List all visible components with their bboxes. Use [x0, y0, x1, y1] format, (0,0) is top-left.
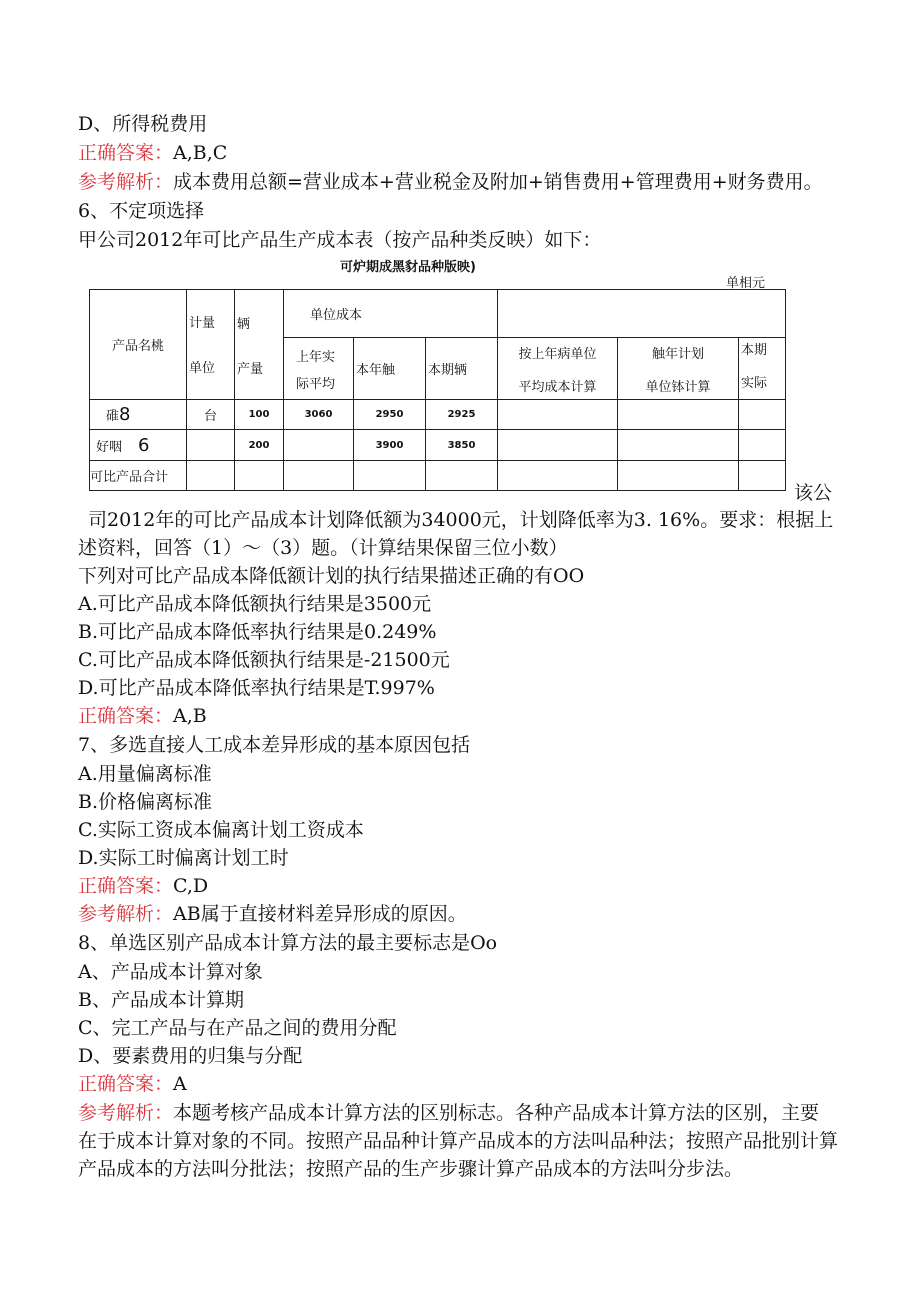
- product-name: 好咽: [96, 439, 123, 455]
- analysis-text: 成本费用总额=营业成本+营业税金及附加+销售费用+管理费用+财务费用。: [173, 171, 823, 193]
- analysis-label: 参考解析：: [78, 903, 174, 925]
- analysis-text: AB属于直接材料差异形成的原因。: [173, 903, 467, 925]
- option-b: B.价格偏离标准: [78, 791, 213, 813]
- header-product-name: 产品名桃: [90, 290, 187, 400]
- header-qty: [235, 290, 284, 400]
- header-prev-avg-1: 上年实: [296, 349, 336, 365]
- question-6-intro: 甲公司2012年可比产品生产成本表（按产品种类反映）如下：: [78, 229, 602, 251]
- empty-cell: [739, 430, 786, 461]
- option-c: C、完工产品与在产品之间的费用分配: [78, 1017, 397, 1039]
- option-b: B.可比产品成本降低率执行结果是0.249%: [78, 621, 437, 643]
- header-unit: [187, 290, 235, 400]
- header-calc-prev: [498, 338, 618, 400]
- option-d: D.实际工时偏离计划工时: [78, 847, 289, 869]
- header-calc-prev-1: 按上年病单位: [518, 346, 597, 362]
- option-a: A、产品成本计算对象: [78, 961, 263, 983]
- empty-cell: [618, 400, 739, 430]
- product-name-cell: [90, 430, 187, 461]
- empty-cell: [739, 400, 786, 430]
- unit-cell: [187, 430, 235, 461]
- empty-cell: [498, 461, 618, 491]
- header-calc-actual: [739, 338, 786, 400]
- unit-cell: 台: [187, 400, 235, 430]
- answer-line-7: [78, 872, 208, 900]
- qty-cell: 100: [235, 400, 284, 430]
- answer-value: C,D: [173, 875, 209, 897]
- answer-label: 正确答案：: [78, 1073, 174, 1095]
- answer-value: A: [173, 1073, 187, 1095]
- product-name-cell: [90, 400, 187, 430]
- answer-line-5: [78, 139, 227, 167]
- header-calc-prev-2: 平均成本计算: [518, 379, 597, 395]
- header-calc-plan-1: 触年计划: [651, 346, 704, 362]
- empty-cell: [284, 461, 354, 491]
- question-8-heading: 8、单选区别产品成本计算方法的最主要标志是Oo: [78, 932, 498, 954]
- option-a: A.可比产品成本降低额执行结果是3500元: [78, 593, 432, 615]
- answer-line-6: [78, 702, 207, 730]
- prev-cost-cell: 3060: [284, 400, 354, 430]
- analysis-text: 本题考核产品成本计算方法的区别标志。各种产品成本计算方法的区别，主要在于成本计算对象的不同。按照产品品种计算产品成本的方法叫品种法；按照产品批别计算产品成本的方法叫分批法；按照产品的生产步骤计算产品成本的方法叫分步法。: [78, 1102, 839, 1180]
- header-unit-cost: 单位成本: [284, 290, 498, 338]
- header-unit-top: 计量: [189, 315, 216, 331]
- plan-cost-cell: 2950: [354, 400, 426, 430]
- analysis-line-5: [78, 168, 823, 196]
- prev-cost-cell: [284, 430, 354, 461]
- qty-cell: 200: [235, 430, 284, 461]
- actual-cost-cell: 3850: [426, 430, 498, 461]
- question-7-heading: 7、多选直接人工成本差异形成的基本原因包括: [78, 734, 471, 756]
- question-6-paragraph-text: 司2012年的可比产品成本计划降低额为34000元，计划降低率为3. 16%。要求：根据上述资料，回答（1）～（3）题。（计算结果保留三位小数）: [78, 509, 834, 559]
- analysis-line-7: [78, 900, 467, 928]
- question-6-paragraph: [78, 506, 838, 562]
- header-prev-avg-2: 际平均: [296, 376, 336, 392]
- answer-value: A,B,C: [173, 142, 228, 164]
- header-calc-plan: [618, 338, 739, 400]
- table-unit: 单相元: [726, 276, 766, 291]
- plan-cost-cell: 3900: [354, 430, 426, 461]
- table-caption: 可炉期成黑豺品种版映): [340, 260, 476, 275]
- table-row: [90, 461, 786, 491]
- option-d-income-tax: D、所得税费用: [78, 113, 208, 135]
- analysis-label: 参考解析：: [78, 171, 174, 193]
- header-calc-plan-2: 单位钵计算: [645, 379, 711, 395]
- empty-cell: [498, 400, 618, 430]
- answer-label: 正确答案：: [78, 875, 174, 897]
- analysis-label: 参考解析：: [78, 1102, 174, 1124]
- header-this-plan: 本年触: [354, 338, 426, 400]
- empty-cell: [739, 461, 786, 491]
- option-d: D.可比产品成本降低率执行结果是T.997%: [78, 677, 435, 699]
- header-calc-actual-2: 实际: [741, 375, 768, 391]
- answer-label: 正确答案：: [78, 142, 174, 164]
- header-total-cost: [498, 290, 786, 338]
- option-a: A.用量偏离标准: [78, 763, 212, 785]
- empty-cell: [235, 461, 284, 491]
- option-d: D、要素费用的归集与分配: [78, 1045, 303, 1067]
- cost-table: [89, 289, 786, 491]
- empty-cell: [618, 461, 739, 491]
- header-calc-actual-1: 本期: [741, 342, 768, 358]
- header-unit-bottom: 单位: [189, 360, 216, 376]
- total-label-cell: 可比产品合计: [90, 461, 187, 491]
- header-prev-avg: [284, 338, 354, 400]
- empty-cell: [426, 461, 498, 491]
- product-code: 8: [119, 404, 131, 425]
- header-qty-bottom: 产量: [237, 361, 264, 377]
- sub-question: 下列对可比产品成本降低额计划的执行结果描述正确的有OO: [78, 565, 585, 587]
- option-c: C.可比产品成本降低额执行结果是-21500元: [78, 649, 450, 671]
- question-6-heading: 6、不定项选择: [78, 200, 205, 222]
- empty-cell: [354, 461, 426, 491]
- table-row: [90, 430, 786, 461]
- option-c: C.实际工资成本偏离计划工资成本: [78, 819, 364, 841]
- empty-cell: [187, 461, 235, 491]
- option-b: B、产品成本计算期: [78, 989, 244, 1011]
- table-row: [90, 400, 786, 430]
- product-name: 碓: [106, 409, 120, 424]
- header-this-actual: 本期辆: [426, 338, 498, 400]
- header-qty-top: 辆: [237, 316, 251, 332]
- answer-label: 正确答案：: [78, 705, 174, 727]
- trailing-text: 该公: [794, 482, 833, 504]
- product-code: 6: [138, 434, 150, 456]
- empty-cell: [618, 430, 739, 461]
- answer-line-8: [78, 1070, 187, 1098]
- answer-value: A,B: [173, 705, 207, 727]
- actual-cost-cell: 2925: [426, 400, 498, 430]
- analysis-line-8: [78, 1099, 838, 1183]
- empty-cell: [498, 430, 618, 461]
